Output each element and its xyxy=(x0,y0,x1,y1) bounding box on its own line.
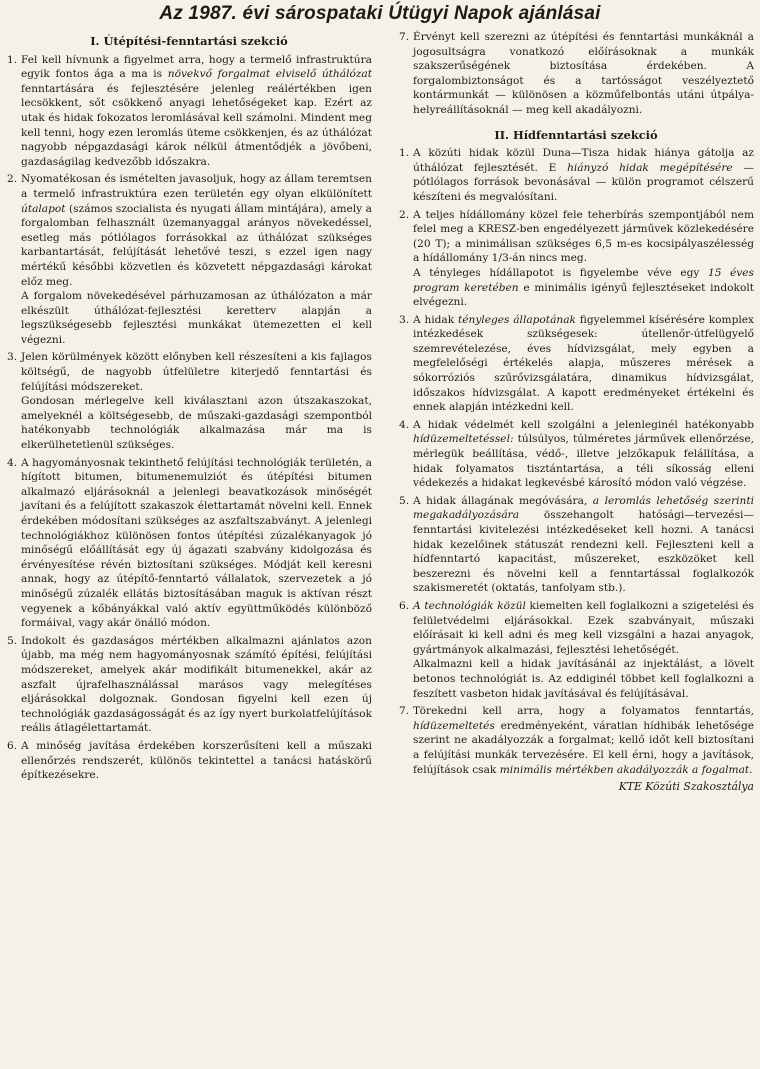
item-paragraph xyxy=(21,739,372,783)
item-paragraph xyxy=(21,53,372,170)
signature: KTE Közúti Szakosztálya xyxy=(618,780,754,794)
item-paragraph xyxy=(21,350,372,394)
item-number: 4. xyxy=(399,418,410,431)
emphasized-text: útalapot xyxy=(21,202,66,215)
item-paragraph xyxy=(413,208,754,266)
section-heading-1: I. Útépítési-fenntartási szekció xyxy=(90,34,288,48)
emphasized-text: tényleges állapotának xyxy=(457,313,576,326)
emphasized-text: minimális mértékben akadályozzák a fogalmat. xyxy=(499,763,753,776)
text-run: Alkalmazni kell a hidak javításánál az injektálást, a lövelt betonos technológiát is. Az eddiginél többet kell foglalkozni a feszített vasbeton hidak javításával és felújításával. xyxy=(413,658,754,700)
recommendation-item xyxy=(398,208,754,310)
item-number: 3. xyxy=(399,313,410,326)
recommendation-item xyxy=(398,30,754,118)
item-number: 1. xyxy=(399,147,410,160)
emphasized-text: a leromlás lehetőség szerinti megakadályozására xyxy=(413,494,755,522)
emphasized-text: hídüzemeltetés xyxy=(413,719,495,732)
item-paragraph xyxy=(21,394,372,452)
text-run: kiemelten kell foglalkozni a szigetelési és felületvédelmi eljárásokkal. Ezek szabványait, műszaki előírásait ki kell adni és meg kell vizsgálni a hazai anyagok, gyártmányok alkalmazási, fejlesztési lehetőségét. xyxy=(413,599,754,656)
item-number: 1. xyxy=(7,53,18,66)
text-run: A hidak védelmét kell szolgálni a jelenleginél hatékonyabb xyxy=(413,418,754,431)
text-run: e minimális igényű fejlesztéseket indokolt elvégezni. xyxy=(413,281,754,309)
text-run: eredményeként, váratlan hídhibák lehetősége szerint ne akadályozzák a forgalmat; kellő időt kell biztosítani a felújítási munkák tervezésére. El kell érni, hogy a javítások, felújítások csak xyxy=(413,719,754,776)
item-paragraph xyxy=(413,494,754,596)
item-paragraph xyxy=(21,634,372,736)
item-paragraph xyxy=(21,172,372,289)
text-run: Törekedni kell arra, hogy a folyamatos fenntartás, xyxy=(413,705,754,718)
item-paragraph xyxy=(413,313,754,415)
item-number: 4. xyxy=(7,456,18,469)
text-run: Indokolt és gazdaságos mértékben alkalmazni ajánlatos azon újabb, ma még nem hagyományosnak számító építési, felújítási módszereket, amelyek akár modifikált bitumenekkel, akár az aszfalt újrafelhasználással marásos vagy melegítéses eljárásokkal dolgoznak. Gondosan figyelni kell ezen új technológiák gazdaságosságát és az így nyert burkolatfelújítások reális átlagélettartamát. xyxy=(21,634,372,735)
item-number: 2. xyxy=(7,173,18,186)
text-run: A tényleges hídállapotot is figyelembe véve egy xyxy=(413,266,708,279)
section-heading-2: II. Hídfenntartási szekció xyxy=(494,127,658,142)
text-run: A teljes hídállomány közel fele teherbírás szempontjából nem felel meg a KRESZ-ben engedélyezett járművek közlekedésére (20 T); a minimálisan szükséges 6,5 m-es kocsipályaszélesség a hídállomány 1/3-án nincs meg. xyxy=(413,208,754,265)
recommendation-item xyxy=(6,172,372,347)
recommendation-item xyxy=(398,599,754,701)
item-paragraph xyxy=(413,657,754,701)
recommendation-item xyxy=(398,704,754,777)
text-run: (számos szocialista és nyugati állam mintájára), amely a forgalomban felhasznált üzemanyaggal arányos növekedéssel, esetleg más pótlólagos forrásokkal az úthálózat szükséges karbantartását, felújítását lehetővé teszi, s ezzel igen nagy mértékű későbbi közvetlen és közvetett népgazdasági károkat előz meg. xyxy=(21,202,372,288)
section-1-continued-items xyxy=(398,30,754,118)
page-title: Az 1987. évi sárospataki Útügyi Napok ajánlásai xyxy=(159,3,601,24)
item-number: 6. xyxy=(399,599,410,612)
text-run: — pótlólagos források bevonásával — külön programot célszerű készíteni és megvalósítani. xyxy=(413,161,754,203)
text-run: A forgalom növekedésével párhuzamosan az úthálózaton a már elkészült úthálózat-fejlesztési keretterv alapján a legszükségesebb fejlesztési munkákat ütemezetten el kell végezni. xyxy=(21,290,372,346)
item-paragraph xyxy=(413,704,754,777)
text-run: A hidak állagának megóvására, xyxy=(413,494,593,507)
emphasized-text: hídüzemeltetéssel: xyxy=(413,433,514,446)
text-run: Jelen körülmények között előnyben kell részesíteni a kis fajlagos költségű, de nagyobb útfelületre kiterjedő fenntartási és felújítási módszereket. xyxy=(21,351,372,393)
text-run: fenntartására és fejlesztésére jelenleg reálértékben igen lecsökkent, sőt csökkenő anyagi lehetőségeket kap. Ezért az utak és hidak fokozatos leromlásával kell számolni. Mindent meg kell tenni, hogy ezen leromlás üteme csökkenjen, és az úthálózat nagyobb népgazdasági károk nélkül átmentődjék a jövőbeni, gazdaságilag kedvezőbb időszakra. xyxy=(21,82,372,168)
recommendation-item xyxy=(6,634,372,736)
recommendation-item xyxy=(6,739,372,783)
text-run: Fel kell hívnunk a figyelmet arra, hogy a termelő infrastruktúra egyik fontos ága a ma is xyxy=(21,53,372,81)
item-number: 2. xyxy=(399,208,410,221)
recommendation-item xyxy=(398,146,754,204)
right-column xyxy=(398,30,754,795)
item-number: 7. xyxy=(399,705,410,718)
text-run: Nyomatékosan és ismételten javasoljuk, hogy az állam teremtsen a termelő infrastruktúra ezen területén egy olyan elkülönített xyxy=(21,173,372,200)
section-2-items xyxy=(398,146,754,777)
text-run: Gondosan mérlegelve kell kiválasztani azon útszakaszokat, amelyeknél a költségesebb, de műszaki-gazdasági szempontból hatékonyabb technológiák alkalmazása már ma is elkerülhetetlenül szükséges. xyxy=(21,395,372,452)
item-number: 5. xyxy=(399,494,410,507)
emphasized-text: 15 éves program keretében xyxy=(413,266,754,294)
item-paragraph xyxy=(413,266,754,310)
emphasized-text: A technológiák közül xyxy=(413,599,526,612)
text-run: Érvényt kell szerezni az útépítési és fenntartási munkáknál a jogosultságra vonatkozó előírásoknak a munkák szakszerűségének biztosítása érdekében. A forgalombiztonságot és a tartósságot veszélyeztető kontármunkát — különösen a közműfelbontás utáni útpálya-helyreállításoknál — meg kell akadályozni. xyxy=(413,31,754,116)
text-run: figyelemmel kísérésére komplex intézkedések szükségesek: útellenőr-útfelügyelő szemrevételezése, éves hídvizsgálat, mely egyben a megfelelőségi értékelés alapja, műszeres mérések a sókorróziós szűrővizsgálatára, dinamikus hídvizsgálat, időszakos hídvizsgálat. A kapott eredményeket értékelni és ennek alapján intézkedni kell. xyxy=(413,313,754,414)
left-column xyxy=(6,30,372,786)
item-paragraph xyxy=(413,599,754,657)
item-paragraph xyxy=(21,456,372,631)
section-1-items xyxy=(6,53,372,783)
item-paragraph xyxy=(413,146,754,204)
recommendation-item xyxy=(6,350,372,452)
recommendation-item xyxy=(398,313,754,415)
item-number: 3. xyxy=(7,351,18,364)
emphasized-text: növekvő forgalmat elviselő úthálózat xyxy=(167,68,372,81)
item-paragraph xyxy=(413,418,754,491)
item-paragraph xyxy=(413,30,754,118)
item-number: 6. xyxy=(7,739,18,752)
recommendation-item xyxy=(6,53,372,170)
text-run: A hagyományosnak tekinthető felújítási technológiák területén, a hígított bitumen, bitumenemulziót és útépítési bitumen alkalmazó eljárásoknál a jelenlegi beavatkozások minőségét javítani és a felújított szakaszok élettartamát növelni kell. Ennek érdekében módosítani szükséges az aszfaltszabványt. A jelenlegi technológiákhoz különösen fontos útépítési zúzalékanyagok jó minőségű előállítását egy új ágazati szabvány kidolgozása és érvényesítése révén biztosítani szükséges. Módját kell keresni annak, hogy az útépítő-fenntartó vállalatok, szervezetek a jó minőségű zúzalék ellátás biztosításában maguk is aktívan részt vegyenek a kőbányákkal való aktív együttműködés különböző formáival, vagy akár önálló módon. xyxy=(21,456,372,630)
item-number: 5. xyxy=(7,634,18,647)
item-number: 7. xyxy=(399,31,410,43)
recommendation-item xyxy=(398,494,754,596)
item-paragraph xyxy=(21,289,372,347)
text-run: A közúti hidak közül Duna—Tisza hidak hiánya gátolja az úthálózat fejlesztését. E xyxy=(413,147,754,174)
text-run: A minőség javítása érdekében korszerűsíteni kell a műszaki ellenőrzés rendszerét, különös tekintettel a tanácsi hatáskörű építkezésekre. xyxy=(21,739,372,782)
recommendation-item xyxy=(398,418,754,491)
text-run: A hidak xyxy=(413,313,458,326)
recommendation-item xyxy=(6,456,372,631)
text-run: túlsúlyos, túlméretes járművek ellenőrzése, mérlegük beállítása, védő-, illetve jelzőkapuk felállítása, a hidak folyamatos tisztántartása, a téli síkosság elleni védekezés a hidakat legkevésbé károsító módon való végzése. xyxy=(413,433,754,490)
emphasized-text: hiányzó hidak megépítésére xyxy=(567,161,733,174)
text-run: összehangolt hatósági—tervezési—fenntartási kivitelezési intézkedéseket kell hozni. A tanácsi hidak kezelőinek státuszát rendezni kell. Fejleszteni kell a hídfenntartó kapacitást, műszereket, eszközöket kell beszerezni és növelni kell a fenntartással foglalkozók szakismeretét (oktatás, tanfolyam stb.). xyxy=(413,509,754,595)
